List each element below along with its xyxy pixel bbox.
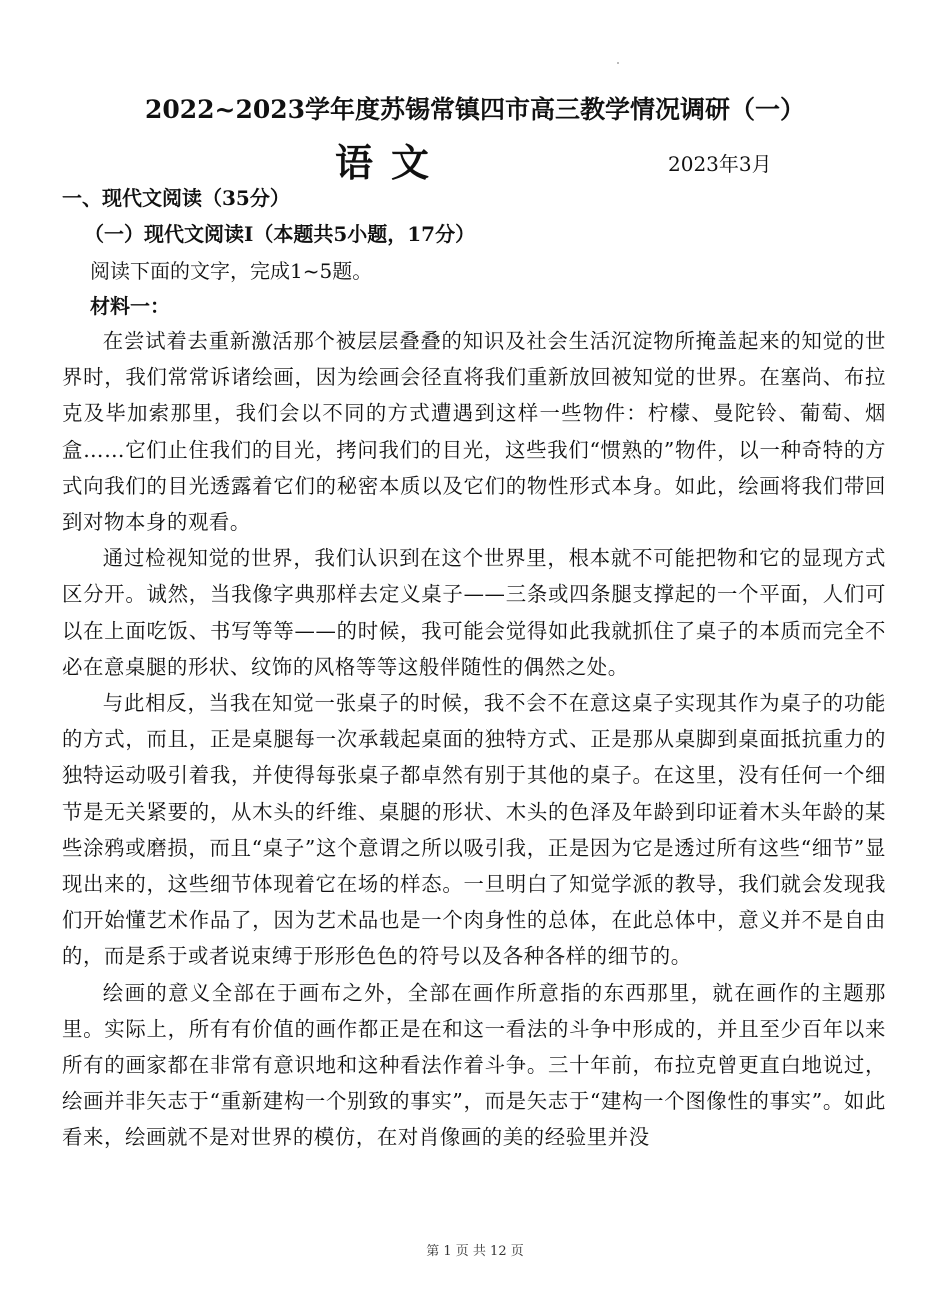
- paragraph: 与此相反，当我在知觉一张桌子的时候，我不会不在意这桌子实现其作为桌子的功能的方式，而且，正是桌腿每一次承载起桌面的独特方式、正是那从桌脚到桌面抵抗重力的独特运动吸引着我，并使得每张桌子都卓然有别于其他的桌子。在这里，没有任何一个细节是无关紧要的，从木头的纤维、桌腿的形状、木头的色泽及年龄到印证着木头年龄的某些涂鸦或磨损，而且“桌子”这个意谓之所以吸引我，正是因为它是透过所有这些“细节”显现出来的，这些细节体现着它在场的样态。一旦明白了知觉学派的教导，我们就会发现我们开始懂艺术作品了，因为艺术品也是一个肉身性的总体，在此总体中，意义并不是自由的，而是系于或者说束缚于形形色色的符号以及各种各样的细节的。: [62, 691, 886, 969]
- reading-passage: [62, 323, 886, 1156]
- exam-title: 2022~2023学年度苏锡常镇四市高三教学情况调研（一）: [144, 95, 806, 124]
- subject-title: 语文: [335, 140, 448, 185]
- page-number: 第 1 页 共 12 页: [426, 1244, 524, 1259]
- subsection-heading: （一）现代文阅读I（本题共5小题，17分）: [84, 222, 476, 246]
- exam-date: 2023年3月: [668, 152, 772, 176]
- paragraph: 在尝试着去重新激活那个被层层叠叠的知识及社会生活沉淀物所掩盖起来的知觉的世界时，我们常常诉诸绘画，因为绘画会径直将我们重新放回被知觉的世界。在塞尚、布拉克及毕加索那里，我们会以不同的方式遭遇到这样一些物件：柠檬、曼陀铃、葡萄、烟盒……它们止住我们的目光，拷问我们的目光，这些我们“惯熟的”物件，以一种奇特的方式向我们的目光透露着它们的秘密本质以及它们的物性形式本身。如此，绘画将我们带回到对物本身的观看。: [62, 329, 886, 535]
- scan-mark: [617, 62, 619, 64]
- paragraph: 通过检视知觉的世界，我们认识到在这个世界里，根本就不可能把物和它的显现方式区分开。诚然，当我像字典那样去定义桌子——三条或四条腿支撑起的一个平面，人们可以在上面吃饭、书写等等——的时候，我可能会觉得如此我就抓住了桌子的本质而完全不必在意桌腿的形状、纹饰的风格等等这般伴随性的偶然之处。: [62, 546, 886, 679]
- instruction-text: 阅读下面的文字，完成1~5题。: [90, 259, 373, 283]
- paragraph: 绘画的意义全部在于画布之外，全部在画作所意指的东西那里，就在画作的主题那里。实际上，所有有价值的画作都正是在和这一看法的斗争中形成的，并且至少百年以来所有的画家都在非常有意识地和这种看法作着斗争。三十年前，布拉克曾更直白地说过，绘画并非矢志于“重新建构一个别致的事实”，而是矢志于“建构一个图像性的事实”。如此看来，绘画就不是对世界的模仿，在对肖像画的美的经验里并没: [62, 980, 886, 1150]
- section-heading: 一、现代文阅读（35分）: [62, 186, 290, 210]
- material-label: 材料一：: [90, 294, 170, 318]
